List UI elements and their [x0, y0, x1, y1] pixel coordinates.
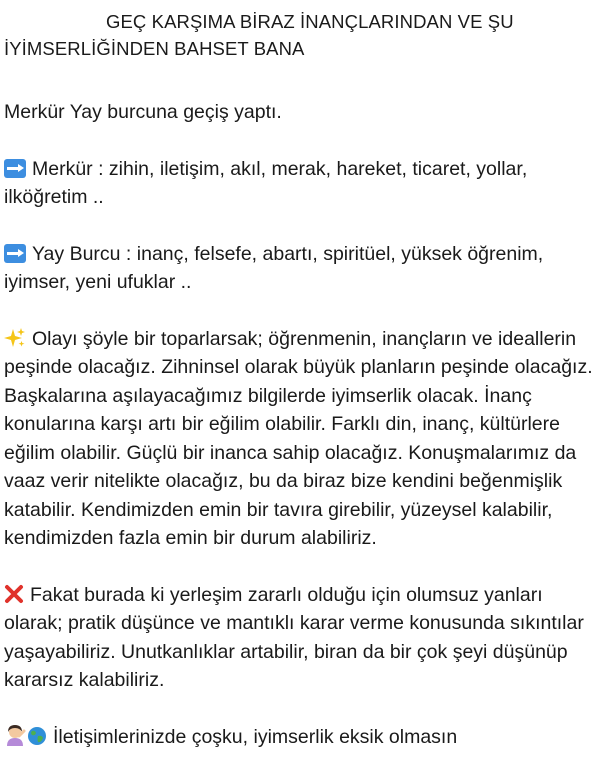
paragraph-mercury [4, 155, 596, 212]
sparkles-icon [4, 328, 26, 348]
title-line-2: İYİMSERLİĞİNDEN BAHSET BANA [4, 38, 305, 59]
paragraph-text: Merkür Yay burcuna geçiş yaptı. [4, 101, 282, 123]
paragraph-intro [4, 98, 596, 127]
cross-mark-icon [4, 584, 24, 604]
paragraph-closing [4, 723, 596, 752]
paragraph-sagittarius [4, 240, 596, 297]
globe-icon [27, 726, 47, 746]
title-line-1: GEÇ KARŞIMA BİRAZ İNANÇLARINDAN VE ŞU [106, 11, 514, 32]
right-arrow-icon [4, 159, 26, 178]
right-arrow-icon [4, 244, 26, 263]
paragraph-text: Merkür : zihin, iletişim, akıl, merak, hareket, ticaret, yollar, ilköğretim .. [4, 157, 528, 208]
person-icon [4, 724, 26, 746]
paragraph-text: Fakat burada ki yerleşim zararlı olduğu için olumsuz yanları olarak; pratik düşünce ve mantıklı karar verme konusunda sıkıntılar yaşayabiliriz. Unutkanlıklar artabilir, biran da bir çok şeyi düşünüp kararsız kalabiliriz. [4, 583, 584, 691]
paragraph-text: İletişimlerinizde çoşku, iyimserlik eksik olmasın [53, 725, 458, 748]
paragraph-text: Yay Burcu : inanç, felsefe, abartı, spiritüel, yüksek öğrenim, iyimser, yeni ufuklar .. [4, 242, 544, 293]
paragraph-summary [4, 325, 596, 553]
paragraph-negative [4, 581, 596, 695]
document-title [4, 8, 596, 62]
document-page [4, 0, 596, 751]
paragraph-text: Olayı şöyle bir toparlarsak; öğrenmenin, inançların ve ideallerin peşinde olacağız. Zihninsel olarak büyük planların peşinde olacağız. Başkalarına aşılayacağımız bilgilerde iyimserlik olacak. İnanç konularına karşı artı bir eğilim olabilir. Farklı din, inanç, kültürlere eğilim olabilir. Güçlü bir inanca sahip olacağız. Konuşmalarımız da vaaz verir nitelikte olacağız, bu da biraz bize kendini beğenmişlik katabilir. Kendimizden emin bir tavıra girebilir, yüzeysel kalabilir, kendimizden fazla emin bir durum alabiliriz. [4, 327, 593, 549]
